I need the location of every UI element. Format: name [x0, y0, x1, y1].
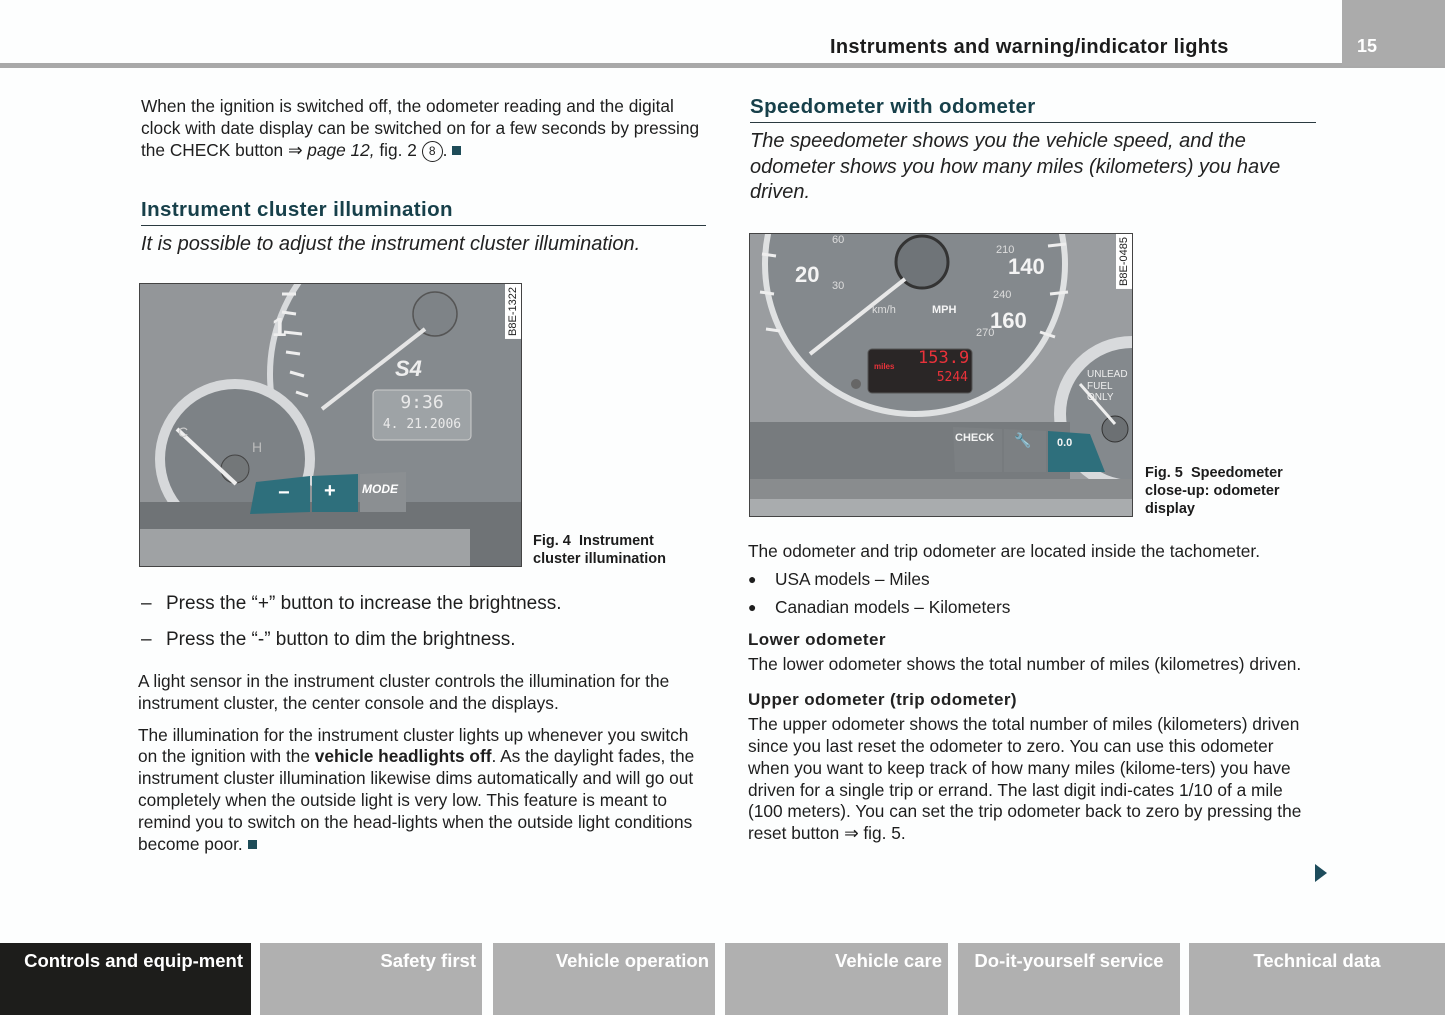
- kmh-tick-270: 270: [976, 327, 995, 339]
- tab-label: Safety first: [380, 950, 476, 971]
- light-sensor-paragraph: A light sensor in the instrument cluster controls the illumination for the instrument cluster, the center console and the displays.: [138, 671, 670, 713]
- section-lead-speedometer: The speedometer shows you the vehicle speed, and the odometer shows you how many miles (kilometers) you have driven.: [750, 130, 1281, 203]
- kmh-tick-240: 240: [993, 289, 1012, 301]
- section-title-illumination: Instrument cluster illumination: [141, 198, 706, 226]
- tach-label-1: 1: [272, 312, 287, 342]
- fuel-label-1: UNLEAD: [1087, 369, 1128, 380]
- section-title-speedometer: Speedometer with odometer: [750, 95, 1316, 123]
- check-button-label: CHECK: [955, 432, 995, 444]
- tab-controls-and-equipment[interactable]: [0, 943, 251, 1015]
- reset-button-label: 0.0: [1057, 437, 1073, 449]
- list-item: [748, 569, 1314, 591]
- step-item: [141, 592, 706, 616]
- tab-vehicle-care[interactable]: [725, 943, 948, 1015]
- tab-label: Vehicle operation: [555, 950, 709, 971]
- step-text: Press the “+” button to increase the brightness.: [166, 593, 562, 614]
- end-of-section-icon: [452, 146, 461, 155]
- tab-label: Do-it-yourself service: [974, 950, 1164, 971]
- figure-code: B8E-0485: [1116, 234, 1132, 289]
- display-unit: miles: [874, 362, 895, 371]
- tab-safety-first[interactable]: [260, 943, 482, 1015]
- fuel-label-2: FUEL ONLY: [1087, 381, 1114, 403]
- xref-page-link[interactable]: page 12,: [307, 139, 375, 160]
- speed-tick-20: 20: [795, 262, 820, 287]
- models-list: [748, 569, 1314, 619]
- list-item-text: USA models – Miles: [775, 568, 930, 589]
- needle-hub: [413, 292, 457, 336]
- list-item: [748, 597, 1314, 619]
- xref-fig-link[interactable]: fig. 2: [379, 139, 417, 160]
- gauge-label-c: C: [178, 424, 189, 440]
- trip-odometer-value: 153.9: [918, 348, 970, 368]
- callout-number: 8: [422, 141, 443, 162]
- illumination-text-bold: vehicle headlights off: [314, 746, 492, 767]
- header-rule: [0, 63, 1445, 68]
- chapter-title: Instruments and warning/indicator lights: [830, 36, 1229, 58]
- speed-tick-140: 140: [1008, 254, 1045, 279]
- gauge-label-h: H: [252, 439, 263, 455]
- end-of-section-icon: [248, 840, 257, 849]
- kmh-tick-60: 60: [832, 234, 845, 246]
- figure-5-caption-text: Speedometer close-up: odometer display: [1145, 465, 1283, 517]
- upper-odometer-title: Upper odometer (trip odometer): [748, 690, 1017, 710]
- tab-do-it-yourself-service[interactable]: [958, 943, 1180, 1015]
- kmh-tick-210: 210: [996, 244, 1015, 256]
- illumination-text-b: . As the daylight fades, the instrument cluster illumination likewise dims automatically and will go out completely when the outside light is very low. This feature is meant to remind you to switch on the head-lights when the outside light conditions become poor.: [138, 746, 695, 854]
- figure-4-caption: [533, 532, 703, 568]
- odometer-intro: The odometer and trip odometer are located inside the tachometer.: [748, 541, 1261, 561]
- tab-label: Vehicle care: [835, 950, 942, 971]
- clock-time: 9:36: [400, 392, 444, 413]
- s4-badge: S4: [395, 356, 422, 381]
- illumination-paragraph: [138, 725, 703, 856]
- figure-4-image: [139, 283, 522, 567]
- figure-5-number: Fig. 5: [1145, 465, 1183, 481]
- total-odometer-value: 5244: [936, 370, 968, 385]
- minus-button-label: −: [278, 482, 290, 504]
- step-text: Press the “-” button to dim the brightness.: [166, 629, 516, 650]
- figure-code: B8E-1322: [505, 284, 521, 339]
- figure-5-caption: [1145, 464, 1315, 518]
- bullet-icon: ●: [748, 570, 757, 587]
- section-lead-illumination: It is possible to adjust the instrument cluster illumination.: [141, 233, 641, 255]
- speed-tick-160: 160: [990, 308, 1027, 333]
- kmh-tick-30: 30: [832, 280, 845, 292]
- bullet-icon: ●: [748, 598, 757, 615]
- figure-4-caption-text: Instrument cluster illumination: [533, 533, 666, 567]
- step-item: [141, 628, 706, 652]
- illumination-text-a: The illumination for the instrument cluster lights up whenever you switch on the ignition with the: [138, 724, 689, 767]
- lower-odometer-text: The lower odometer shows the total number of miles (kilometres) driven.: [748, 654, 1302, 675]
- kmh-label: km/h: [872, 304, 896, 316]
- clock-date: 4. 21.2006: [382, 417, 462, 432]
- tab-label: Controls and equip-ment: [24, 950, 243, 971]
- tab-label: Technical data: [1253, 950, 1381, 971]
- next-page-arrow-icon[interactable]: [1315, 864, 1327, 882]
- list-item-text: Canadian models – Kilometers: [775, 596, 1011, 617]
- tab-vehicle-operation[interactable]: [493, 943, 715, 1015]
- lower-odometer-title: Lower odometer: [748, 630, 886, 650]
- xref-arrow: ⇒: [287, 139, 303, 160]
- figure-4-number: Fig. 4: [533, 533, 571, 549]
- tab-technical-data[interactable]: [1189, 943, 1445, 1015]
- intro-text: When the ignition is switched off, the odometer reading and the digital clock with date display can be switched on for a few seconds by pressing the CHECK button: [141, 96, 700, 160]
- intro-paragraph: When the ignition is switched off, the odometer reading and the digital clock with date display can be switched on for a few seconds by pressing the CHECK button ⇒ page 12, fig. 2 8 .: [141, 96, 700, 160]
- step-marker: –: [141, 629, 152, 650]
- temp-gauge-hub: [221, 455, 249, 483]
- mode-button-label: MODE: [362, 482, 398, 496]
- plus-button-label: +: [324, 480, 336, 502]
- upper-odometer-text: The upper odometer shows the total number of miles (kilometers) driven since you last reset the odometer to zero. You can use this odometer when you want to keep track of how many miles (kilome-ters) you have driven for a single trip or errand. The last digit indi-cates 1/10 of a mile (100 meters). You can set the trip odometer back to zero by pressing the reset button ⇒ fig. 5.: [748, 714, 1302, 844]
- figure-5-image: [749, 233, 1133, 517]
- steps-list: [141, 592, 706, 652]
- mph-label: MPH: [932, 304, 957, 316]
- wrench-icon: 🔧: [1014, 432, 1032, 448]
- step-marker: –: [141, 593, 152, 614]
- page-number: 15: [1357, 36, 1378, 56]
